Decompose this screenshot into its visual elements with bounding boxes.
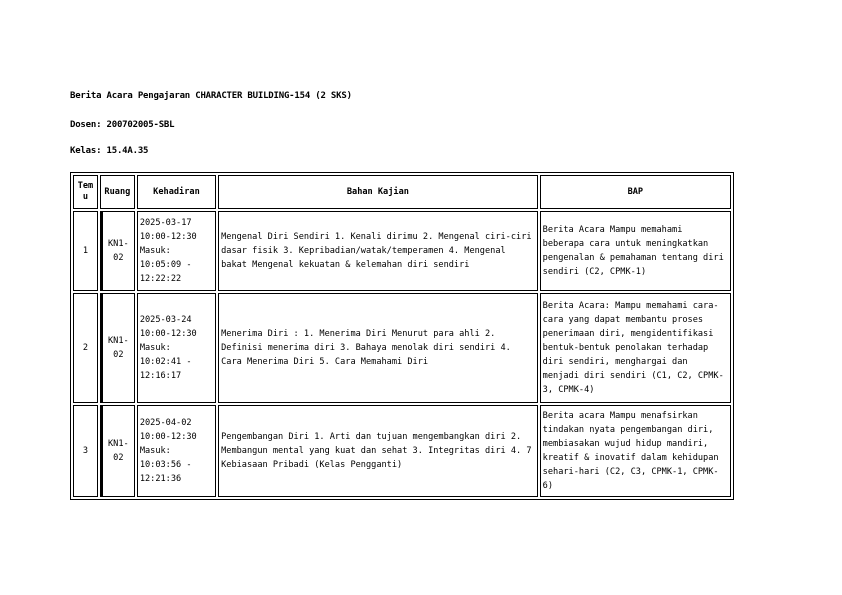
column-header-kehadiran: Kehadiran	[137, 175, 216, 209]
cell-bap: Berita acara Mampu menafsirkan tindakan nyata pengembangan diri, membiasakan wujud hidup mandiri, kreatif & inovatif dalam kehidupan sehari-hari (C2, C3, CPMK-1, CPMK-6)	[540, 405, 731, 497]
cell-ruang: KN1-02	[100, 293, 135, 403]
document-title: Berita Acara Pengajaran CHARACTER BUILDING-154 (2 SKS)	[70, 91, 352, 101]
cell-kehadiran: 2025-03-24 10:00-12:30 Masuk: 10:02:41 - 12:16:17	[137, 293, 216, 403]
column-header-bap: BAP	[540, 175, 731, 209]
table-row	[73, 293, 731, 403]
dosen-info: Dosen: 200702005-SBL	[70, 120, 175, 130]
column-header-temu: Tem u	[73, 175, 98, 209]
kelas-info: Kelas: 15.4A.35	[70, 146, 149, 156]
cell-temu: 1	[73, 211, 98, 291]
cell-bahan-kajian: Pengembangan Diri 1. Arti dan tujuan mengembangkan diri 2. Membangun mental yang kuat dan sehat 3. Integritas diri 4. 7 Kebiasaan Pribadi (Kelas Pengganti)	[218, 405, 538, 497]
cell-kehadiran: 2025-03-17 10:00-12:30 Masuk: 10:05:09 - 12:22:22	[137, 211, 216, 291]
cell-ruang: KN1-02	[100, 405, 135, 497]
cell-bahan-kajian: Menerima Diri : 1. Menerima Diri Menurut para ahli 2. Definisi menerima diri 3. Bahaya menolak diri sendiri 4. Cara Menerima Diri 5. Cara Memahami Diri	[218, 293, 538, 403]
cell-bap: Berita Acara Mampu memahami beberapa cara untuk meningkatkan pengenalan & pemahaman tentang diri sendiri (C2, CPMK-1)	[540, 211, 731, 291]
cell-temu: 3	[73, 405, 98, 497]
column-header-ruang: Ruang	[100, 175, 135, 209]
cell-temu: 2	[73, 293, 98, 403]
cell-ruang: KN1-02	[100, 211, 135, 291]
cell-kehadiran: 2025-04-02 10:00-12:30 Masuk: 10:03:56 - 12:21:36	[137, 405, 216, 497]
column-header-bahan-kajian: Bahan Kajian	[218, 175, 538, 209]
table-row	[73, 211, 731, 291]
table-header-row	[73, 175, 731, 209]
cell-bap: Berita Acara: Mampu memahami cara-cara yang dapat membantu proses penerimaan diri, mengidentifikasi bentuk-bentuk penolakan terhadap diri sendiri, menghargai dan menjadi diri sendiri (C1, C2, CPMK-3, CPMK-4)	[540, 293, 731, 403]
table-row	[73, 405, 731, 497]
bap-table	[70, 172, 734, 500]
cell-bahan-kajian: Mengenal Diri Sendiri 1. Kenali dirimu 2. Mengenal ciri-ciri dasar fisik 3. Kepribadian/watak/temperamen 4. Mengenal bakat Mengenal kekuatan & kelemahan diri sendiri	[218, 211, 538, 291]
